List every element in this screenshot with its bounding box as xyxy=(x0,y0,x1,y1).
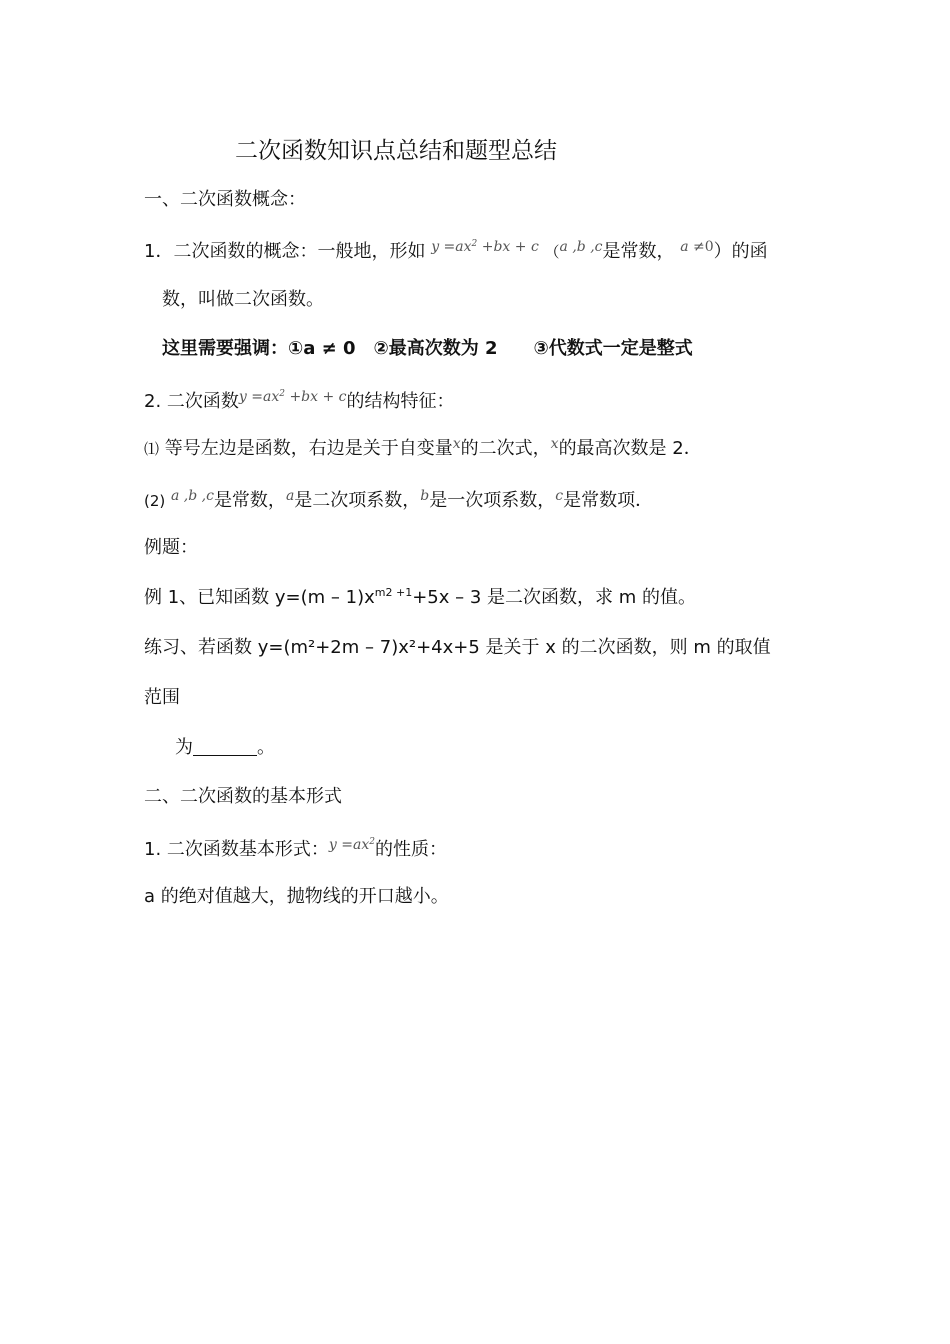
basic-form-line xyxy=(144,838,447,865)
var-x: x xyxy=(452,436,461,452)
answer-blank xyxy=(193,739,257,756)
var-c: c xyxy=(555,488,564,504)
exercise-line-1: 练习、若函数 y=(m²+2m – 7)x²+4x+5 是关于 x 的二次函数，则 m 的取值 xyxy=(144,637,771,658)
formula-a-nonzero: a ≠0 xyxy=(680,239,714,255)
formula-general-2: y =ax2 +bx + c xyxy=(238,389,347,405)
structure-item-2 xyxy=(144,489,653,514)
item-1-text-c: 的最高次数是 2． xyxy=(558,438,702,459)
item-1-text-b: 的二次式， xyxy=(460,438,551,459)
example-1-a: 例 1、已知函数 y=(m – 1)x xyxy=(144,587,375,608)
property-line: a 的绝对值越大，抛物线的开口越小。 xyxy=(144,886,449,907)
var-b: b xyxy=(420,488,430,504)
basic-form-lead: 1. 二次函数基本形式： xyxy=(144,839,329,860)
exercise-line-3-a: 为 xyxy=(175,737,193,758)
exercise-line-3-b: 。 xyxy=(257,737,275,758)
exercise-line-2: 范围 xyxy=(144,687,180,708)
formula-abc-2: a ,b ,c xyxy=(170,488,214,504)
paren-close: ）的函 xyxy=(713,241,768,262)
structure-lead: 2. 二次函数 xyxy=(144,391,239,412)
structure-heading xyxy=(144,390,455,417)
example-1-b: +5x – 3 是二次函数，求 m 的值。 xyxy=(412,587,696,608)
item-2-text-c: 是一次项系数， xyxy=(429,490,556,511)
item-2-text-d: 是常数项． xyxy=(563,490,654,511)
paren-open: （ xyxy=(544,243,560,261)
definition-paragraph xyxy=(144,240,768,267)
structure-tail: 的结构特征： xyxy=(346,391,455,412)
exercise-line-3 xyxy=(175,736,275,760)
item-1-text-a: 等号左边是函数，右边是关于自变量 xyxy=(164,438,453,459)
page-title: 二次函数知识点总结和题型总结 xyxy=(235,138,557,164)
constants-text: 是常数， xyxy=(602,241,675,262)
section-heading-concept: 一、二次函数概念： xyxy=(144,189,306,210)
formula-general: y =ax2 +bx + c xyxy=(431,239,539,255)
formula-abc: a ,b ,c xyxy=(559,239,603,255)
var-a: a xyxy=(285,488,295,504)
definition-continuation: 数，叫做二次函数。 xyxy=(162,289,324,310)
var-x-2: x xyxy=(550,436,559,452)
example-1-exponent: m2 +1 xyxy=(374,586,413,599)
definition-lead: 1．二次函数的概念：一般地，形如 xyxy=(144,241,426,262)
item-2-number: (2) xyxy=(144,492,166,510)
item-1-number: ⑴ xyxy=(144,440,160,458)
item-2-text-b: 是二次项系数， xyxy=(294,490,421,511)
basic-form-tail: 的性质： xyxy=(374,839,447,860)
formula-basic: y =ax2 xyxy=(328,837,375,853)
section-heading-basic-forms: 二、二次函数的基本形式 xyxy=(144,786,342,807)
emphasis-line: 这里需要强调：①a ≠ 0 ②最高次数为 2 ③代数式一定是整式 xyxy=(162,338,693,359)
item-2-text-a: 是常数， xyxy=(213,490,286,511)
examples-label: 例题： xyxy=(144,537,198,558)
structure-item-1 xyxy=(144,437,702,462)
example-1 xyxy=(144,586,696,612)
